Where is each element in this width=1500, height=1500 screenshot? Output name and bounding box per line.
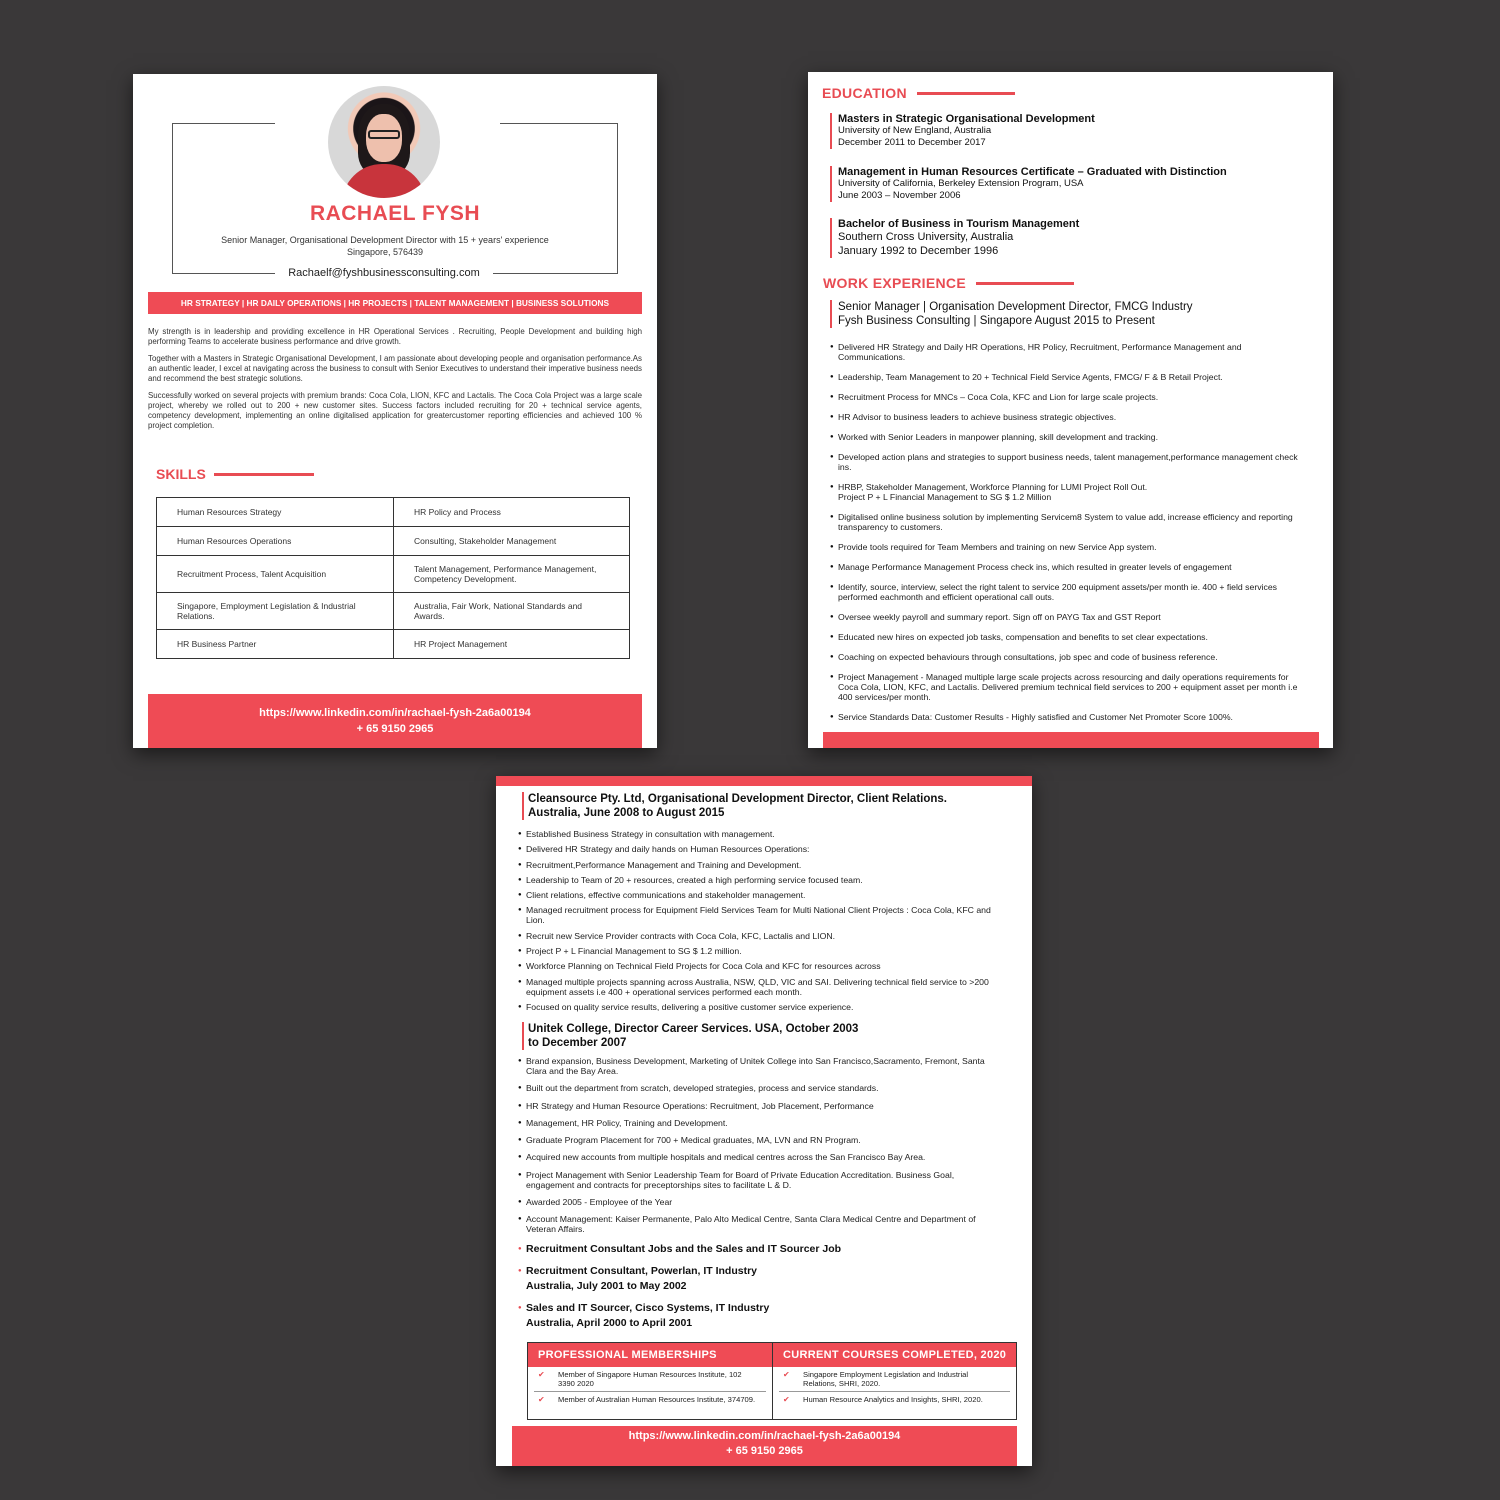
candidate-name: RACHAEL FYSH xyxy=(309,202,481,225)
list-item: ● Educated new hires on expected job tasks, compensation and benefits to set clear expectations. xyxy=(830,632,1310,642)
skill-cell: Talent Management, Performance Management, Competency Development. xyxy=(393,556,629,592)
list-item: ● Worked with Senior Leaders in manpower planning, skill development and tracking. xyxy=(830,432,1310,442)
degree-title: Management in Human Resources Certificate – Graduated with Distinction xyxy=(838,166,1227,178)
table-row xyxy=(157,592,629,629)
skill-cell: Human Resources Operations xyxy=(177,536,292,546)
list-item: ● Awarded 2005 - Employee of the Year xyxy=(518,1197,998,1207)
degree-dates: June 2003 – November 2006 xyxy=(838,190,961,201)
skill-cell: HR Policy and Process xyxy=(393,498,629,526)
job-title: Cleansource Pty. Ltd, Organisational Development Director, Client Relations. Australia, June 2008 to August 2015 xyxy=(522,792,947,820)
skill-cell: HR Business Partner xyxy=(177,639,257,649)
skill-cell: Recruitment Process, Talent Acquisition xyxy=(177,569,327,579)
list-item: ● Built out the department from scratch, developed strategies, process and service standards. xyxy=(518,1083,998,1093)
list-item: ● Established Business Strategy in consultation with management. xyxy=(518,829,998,839)
degree-title: Bachelor of Business in Tourism Management xyxy=(838,218,1080,230)
frame-line-left xyxy=(172,123,275,124)
phone-number: + 65 9150 2965 xyxy=(726,1445,803,1457)
table-row xyxy=(157,629,629,658)
skill-cell: Australia, Fair Work, National Standards and Awards. xyxy=(393,593,629,629)
profile-photo xyxy=(328,86,440,198)
list-item: ● Graduate Program Placement for 700 + Medical graduates, MA, LVN and RN Program. xyxy=(518,1135,998,1145)
degree-dates: January 1992 to December 1996 xyxy=(838,245,999,257)
list-item: ● Project Management - Managed multiple large scale projects across resourcing and daily operations requirements for Coca Cola, LION, KFC, and Lactalis. Delivered premium technical field services to 200 + equipment asset per month i.e 400 services/per month. xyxy=(830,672,1310,702)
list-item: ● HRBP, Stakeholder Management, Workforce Planning for LUMI Project Roll Out. Project P + L Financial Management to SG $ 1.2 Million xyxy=(830,482,1310,502)
contact-footer xyxy=(512,1426,1017,1466)
top-bar xyxy=(496,776,1032,786)
degree-institution: University of California, Berkeley Extension Program, USA xyxy=(838,178,1084,189)
list-item: ● Digitalised online business solution by implementing Servicem8 System to value add, increase efficiency and reporting transparency to customers. xyxy=(830,512,1310,532)
job-bullet-list xyxy=(518,829,998,1017)
list-item: ● HR Advisor to business leaders to achieve business strategic objectives. xyxy=(830,412,1310,422)
subtitle-role: Senior Manager, Organisational Development Director with 15 + years' experience xyxy=(221,235,549,245)
candidate-email: Rachaelf@fyshbusinessconsulting.com xyxy=(275,267,493,279)
skill-cell: Singapore, Employment Legislation & Industrial Relations. xyxy=(177,601,356,621)
footer-bar xyxy=(823,732,1319,748)
list-item: ● Service Standards Data: Customer Results - Highly satisfied and Customer Net Promoter Score 100%. xyxy=(830,712,1310,722)
list-item: ● Project Management with Senior Leadership Team for Board of Private Education Accreditation. Business Goal, engagement and contracts for preceptorships sites to facilitate L & D. xyxy=(518,1170,998,1190)
contact-footer xyxy=(148,694,642,748)
job-title: Unitek College, Director Career Services. USA, October 2003 to December 2007 xyxy=(522,1022,858,1050)
recruitment-roles xyxy=(518,1242,998,1338)
subtitle-location: Singapore, 576439 xyxy=(346,247,424,257)
memberships-courses-table xyxy=(527,1342,1017,1420)
phone-number: + 65 9150 2965 xyxy=(356,723,434,735)
course-item: ✔ Human Resource Analytics and Insights, SHRI, 2020. xyxy=(779,1392,1010,1407)
list-item: ● Leadership to Team of 20 + resources, created a high performing service focused team. xyxy=(518,875,998,885)
job-bullet-list xyxy=(830,342,1310,732)
list-item: ● Managed recruitment process for Equipment Field Services Team for Multi National Client Projects : Coca Cola, KFC and Lion. xyxy=(518,905,998,925)
profile-summary xyxy=(148,327,642,438)
degree-institution: Southern Cross University, Australia xyxy=(838,231,1014,243)
list-item: ● Identify, source, interview, select the right talent to service 200 equipment assets/per month ie. 400 + field services performed eachmonth and efficient operational call outs. xyxy=(830,582,1310,602)
resume-page-3 xyxy=(496,776,1032,1466)
list-item: ● Focused on quality service results, delivering a positive customer service experience. xyxy=(518,1002,998,1012)
list-item: ● Developed action plans and strategies to support business needs, talent management,performance management check ins. xyxy=(830,452,1310,472)
list-item: ● Sales and IT Sourcer, Cisco Systems, IT Industry Australia, April 2000 to April 2001 xyxy=(518,1301,998,1331)
list-item: ● Management, HR Policy, Training and Development. xyxy=(518,1118,998,1128)
courses-box xyxy=(772,1343,1016,1419)
work-experience-heading: WORK EXPERIENCE xyxy=(823,275,1074,291)
list-item: ● Managed multiple projects spanning across Australia, NSW, QLD, VIC and SAI. Delivering technical field service to >200 equipment assets i.e 400 + operational services performed each month. xyxy=(518,977,998,997)
table-row xyxy=(157,526,629,555)
list-item: ● Coaching on expected behaviours through consultations, job spec and code of business reference. xyxy=(830,652,1310,662)
education-heading: EDUCATION xyxy=(822,85,1015,101)
education-entry xyxy=(830,218,1079,258)
list-item: ● Recruitment Consultant Jobs and the Sales and IT Sourcer Job xyxy=(518,1242,998,1257)
skill-cell: Consulting, Stakeholder Management xyxy=(393,527,629,555)
resume-page-1 xyxy=(133,74,657,748)
memberships-box xyxy=(528,1343,772,1419)
list-item: ● Leadership, Team Management to 20 + Technical Field Service Agents, FMCG/ F & B Retail Project. xyxy=(830,372,1310,382)
list-item: ● Recruitment Process for MNCs – Coca Cola, KFC and Lion for large scale projects. xyxy=(830,392,1310,402)
skill-cell: Human Resources Strategy xyxy=(177,507,282,517)
list-item: ● Recruitment,Performance Management and Training and Development. xyxy=(518,860,998,870)
list-item: ● Account Management: Kaiser Permanente, Palo Alto Medical Centre, Santa Clara Medical Centre and Department of Veteran Affairs. xyxy=(518,1214,998,1234)
list-item: ● Client relations, effective communications and stakeholder management. xyxy=(518,890,998,900)
job-bullet-list xyxy=(518,1056,998,1242)
education-entry xyxy=(830,113,1095,149)
job-title: Senior Manager | Organisation Development Director, FMCG Industry Fysh Business Consulting | Singapore August 2015 to Present xyxy=(830,300,1193,328)
list-item: ● Acquired new accounts from multiple hospitals and medical centres across the San Francisco Bay Area. xyxy=(518,1152,998,1162)
resume-page-2 xyxy=(808,72,1333,748)
summary-paragraph: My strength is in leadership and providing excellence in HR Operational Services . Recruiting, People Development and building high performing Teams to accelerate business performance and drive growth. xyxy=(148,327,642,346)
frame-line-right xyxy=(500,123,618,124)
degree-title: Masters in Strategic Organisational Development xyxy=(838,113,1095,125)
expertise-banner: HR STRATEGY | HR DAILY OPERATIONS | HR PROJECTS | TALENT MANAGEMENT | BUSINESS SOLUTIONS xyxy=(148,292,642,314)
list-item: ● HR Strategy and Human Resource Operations: Recruitment, Job Placement, Performance xyxy=(518,1101,998,1111)
linkedin-link[interactable]: https://www.linkedin.com/in/rachael-fysh-2a6a00194 xyxy=(628,1430,901,1442)
membership-item: ✔ Member of Singapore Human Resources Institute, 102 3390 2020 xyxy=(534,1367,766,1392)
list-item: ● Oversee weekly payroll and summary report. Sign off on PAYG Tax and GST Report xyxy=(830,612,1310,622)
education-entry xyxy=(830,166,1227,202)
degree-dates: December 2011 to December 2017 xyxy=(838,137,986,148)
table-row xyxy=(157,498,629,526)
linkedin-link[interactable]: https://www.linkedin.com/in/rachael-fysh-2a6a00194 xyxy=(259,707,531,719)
list-item: ● Delivered HR Strategy and daily hands on Human Resources Operations: xyxy=(518,844,998,854)
list-item: ● Workforce Planning on Technical Field Projects for Coca Cola and KFC for resources across xyxy=(518,961,998,971)
list-item: ● Project P + L Financial Management to SG $ 1.2 million. xyxy=(518,946,998,956)
skills-table xyxy=(156,497,630,659)
list-item: ● Recruitment Consultant, Powerlan, IT Industry Australia, July 2001 to May 2002 xyxy=(518,1264,998,1294)
skills-heading: SKILLS xyxy=(156,466,314,482)
list-item: ● Recruit new Service Provider contracts with Coca Cola, KFC, Lactalis and LION. xyxy=(518,931,998,941)
degree-institution: University of New England, Australia xyxy=(838,125,992,136)
list-item: ● Provide tools required for Team Members and training on new Service App system. xyxy=(830,542,1310,552)
courses-heading: CURRENT COURSES COMPLETED, 2020 xyxy=(773,1343,1016,1367)
candidate-subtitle xyxy=(133,234,637,258)
list-item: ● Brand expansion, Business Development, Marketing of Unitek College into San Francisco,Sacramento, Fremont, Santa Clara and the Bay Area. xyxy=(518,1056,998,1076)
skill-cell: HR Project Management xyxy=(393,630,629,658)
summary-paragraph: Successfully worked on several projects with premium brands: Coca Cola, LION, KFC and Lactalis. The Coca Cola Project was a large scale project, whereby we rolled out to 200 + new customer sites. Success factors included recruiting for 20 + technical service agents, competency development, implementing an online digitalised application for greatercustomer reporting efficiencies and achieved 100 % project completion. xyxy=(148,391,642,430)
table-row xyxy=(157,555,629,592)
list-item: ● Manage Performance Management Process check ins, which resulted in greater levels of engagement xyxy=(830,562,1310,572)
summary-paragraph: Together with a Masters in Strategic Organisational Development, I am passionate about developing people and organisation performance.As an authentic leader, I excel at navigating across the business to consult with Senior Executives to understand their imperative business needs and recommend the best strategic solutions. xyxy=(148,354,642,383)
memberships-heading: PROFESSIONAL MEMBERSHIPS xyxy=(528,1343,772,1367)
membership-item: ✔ Member of Australian Human Resources Institute, 374709. xyxy=(534,1392,766,1407)
list-item: ● Delivered HR Strategy and Daily HR Operations, HR Policy, Recruitment, Performance Management and Communications. xyxy=(830,342,1310,362)
course-item: ✔ Singapore Employment Legislation and Industrial Relations, SHRI, 2020. xyxy=(779,1367,1010,1392)
